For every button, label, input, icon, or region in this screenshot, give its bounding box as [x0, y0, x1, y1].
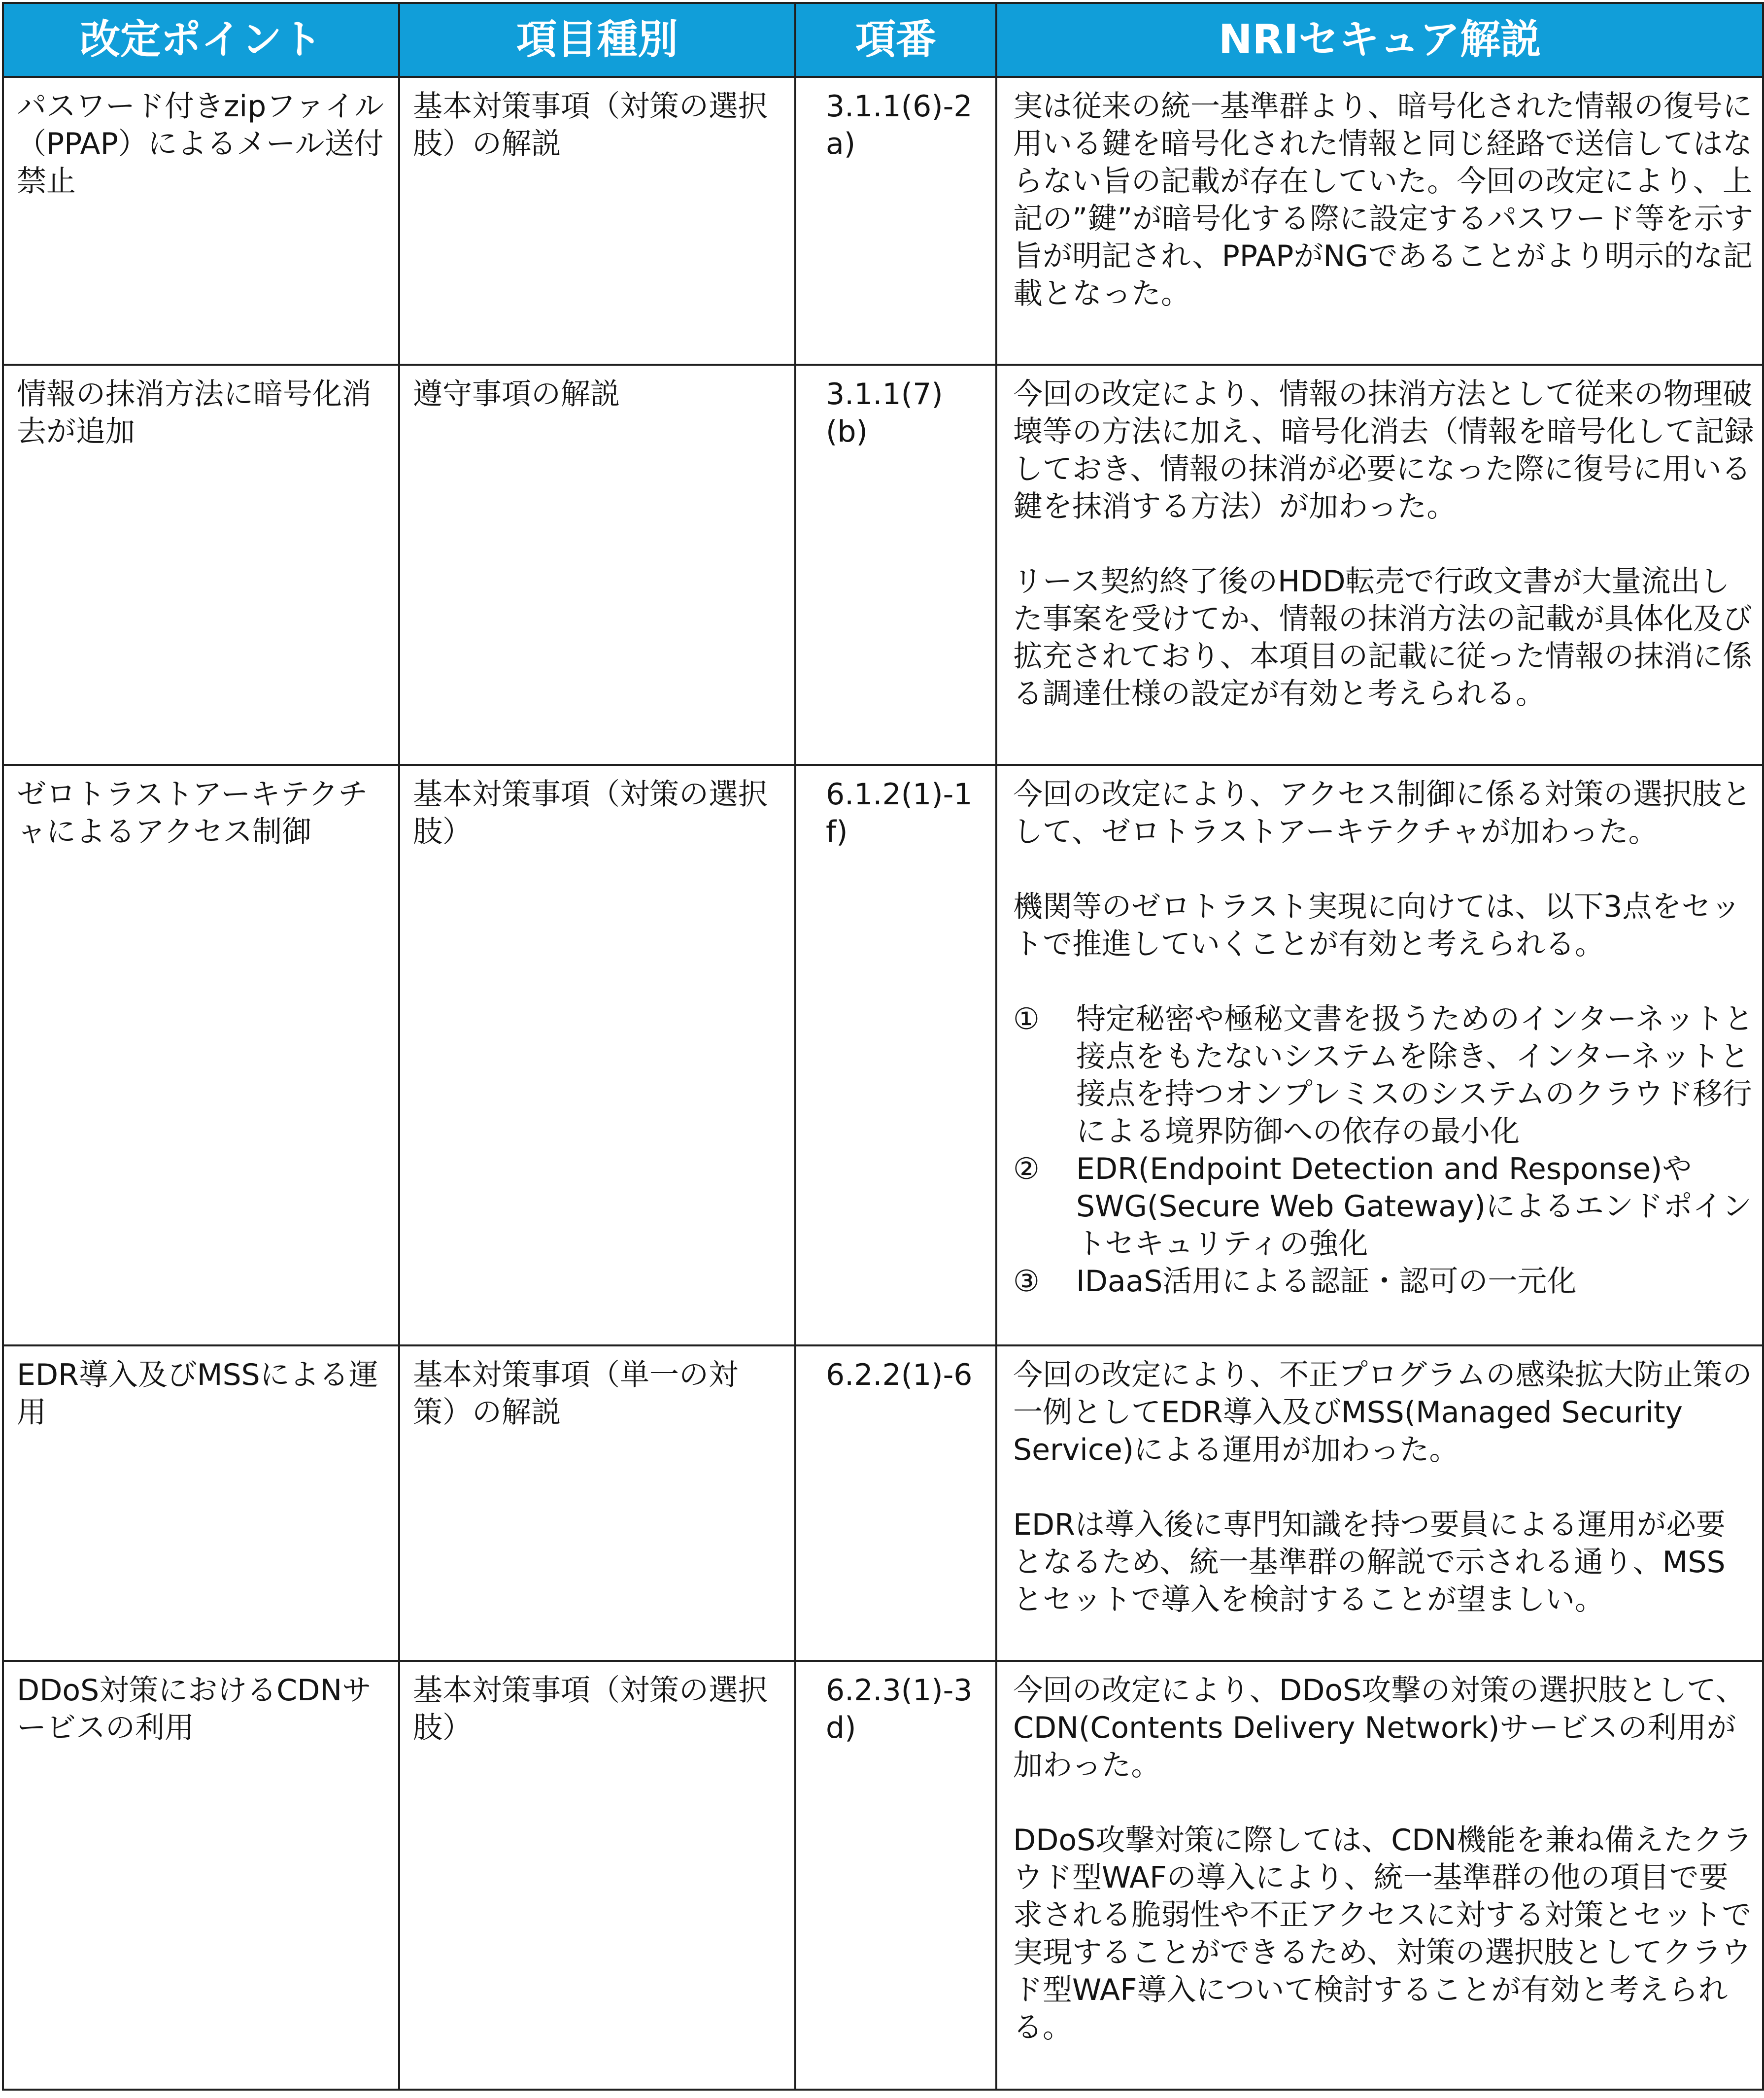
commentary-paragraph: DDoS攻撃対策に際しては、CDN機能を兼ね備えたクラウド型WAFの導入により、統一基準群の他の項目で要求される脆弱性や不正アクセスに対する対策とセットで実現することができるため、対策の選択肢としてクラウド型WAF導入について検討することが有効と考えられる。: [1013, 1823, 1753, 2045]
cell-commentary: [996, 1345, 1763, 1661]
cell-type: 基本対策事項（対策の選択肢）: [399, 1661, 795, 2090]
cell-type: 基本対策事項（単一の対策）の解説: [399, 1345, 795, 1661]
commentary-paragraph: 今回の改定により、不正プログラムの感染拡大防止策の一例としてEDR導入及びMSS(Managed Security Service)による運用が加わった。: [1013, 1358, 1752, 1467]
cell-point: DDoS対策におけるCDNサービスの利用: [3, 1661, 399, 2090]
cell-number: 6.1.2(1)-1 f): [795, 765, 996, 1345]
cell-point: ゼロトラストアーキテクチャによるアクセス制御: [3, 765, 399, 1345]
cell-number: 3.1.1(7)(b): [795, 365, 996, 765]
list-item: [1013, 1150, 1754, 1263]
cell-commentary: [996, 765, 1763, 1345]
header-type: 項目種別: [399, 3, 795, 77]
header-number: 項番: [795, 3, 996, 77]
cell-commentary: [996, 365, 1763, 765]
commentary-paragraph: EDRは導入後に専門知識を持つ要員による運用が必要となるため、統一基準群の解説で示される通り、MSSとセットで導入を検討することが望ましい。: [1013, 1508, 1726, 1617]
commentary-paragraph: 実は従来の統一基準群より、暗号化された情報の復号に用いる鍵を暗号化された情報と同じ経路で送信してはならない旨の記載が存在していた。今回の改定により、上記の”鍵”が暗号化する際に設定するパスワード等を示す旨が明記され、PPAPがNGであることがより明示的な記載となった。: [1013, 89, 1754, 311]
table-row: [3, 365, 1763, 765]
list-text: 特定秘密や極秘文書を扱うためのインターネットと接点をもたないシステムを除き、インターネットと接点を持つオンプレミスのシステムのクラウド移行による境界防御への依存の最小化: [1076, 1002, 1754, 1149]
list-marker: ②: [1013, 1152, 1040, 1186]
cell-type: 基本対策事項（対策の選択肢）の解説: [399, 77, 795, 365]
list-item: [1013, 1263, 1754, 1300]
list-marker: ①: [1013, 1002, 1040, 1036]
list-text: IDaaS活用による認証・認可の一元化: [1076, 1264, 1577, 1299]
commentary-paragraph: 今回の改定により、情報の抹消方法として従来の物理破壊等の方法に加え、暗号化消去（情報を暗号化して記録しておき、情報の抹消が必要になった際に復号に用いる鍵を抹消する方法）が加わった。: [1013, 377, 1754, 524]
header-commentary: NRIセキュア解説: [996, 3, 1763, 77]
commentary-paragraph: 今回の改定により、アクセス制御に係る対策の選択肢として、ゼロトラストアーキテクチャが加わった。: [1013, 777, 1752, 849]
table-row: [3, 765, 1763, 1345]
cell-commentary: [996, 77, 1763, 365]
cell-commentary: [996, 1661, 1763, 2090]
table-row: [3, 1345, 1763, 1661]
header-point: 改定ポイント: [3, 3, 399, 77]
table-row: [3, 1661, 1763, 2090]
commentary-paragraph: リース契約終了後のHDD転売で行政文書が大量流出した事案を受けてか、情報の抹消方法の記載が具体化及び拡充されており、本項目の記載に従った情報の抹消に係る調達仕様の設定が有効と考えられる。: [1013, 564, 1752, 711]
commentary-paragraph: 機関等のゼロトラスト実現に向けては、以下3点をセットで推進していくことが有効と考えられる。: [1013, 890, 1741, 962]
list-text: EDR(Endpoint Detection and Response)やSWG(Secure Web Gateway)によるエンドポイントセキュリティの強化: [1076, 1152, 1752, 1261]
revision-points-table: [2, 2, 1764, 2091]
cell-type: 基本対策事項（対策の選択肢）: [399, 765, 795, 1345]
cell-number: 6.2.2(1)-6: [795, 1345, 996, 1661]
numbered-list: [1013, 1000, 1754, 1300]
cell-point: パスワード付きzipファイル（PPAP）によるメール送付禁止: [3, 77, 399, 365]
list-item: [1013, 1000, 1754, 1150]
cell-type: 遵守事項の解説: [399, 365, 795, 765]
table-row: [3, 77, 1763, 365]
commentary-paragraph: 今回の改定により、DDoS攻撃の対策の選択肢として、CDN(Contents Delivery Network)サービスの利用が加わった。: [1013, 1673, 1745, 1783]
list-marker: ③: [1013, 1264, 1040, 1299]
cell-point: 情報の抹消方法に暗号化消去が追加: [3, 365, 399, 765]
header-row: [3, 3, 1763, 77]
cell-number: 3.1.1(6)-2 a): [795, 77, 996, 365]
cell-point: EDR導入及びMSSによる運用: [3, 1345, 399, 1661]
cell-number: 6.2.3(1)-3 d): [795, 1661, 996, 2090]
